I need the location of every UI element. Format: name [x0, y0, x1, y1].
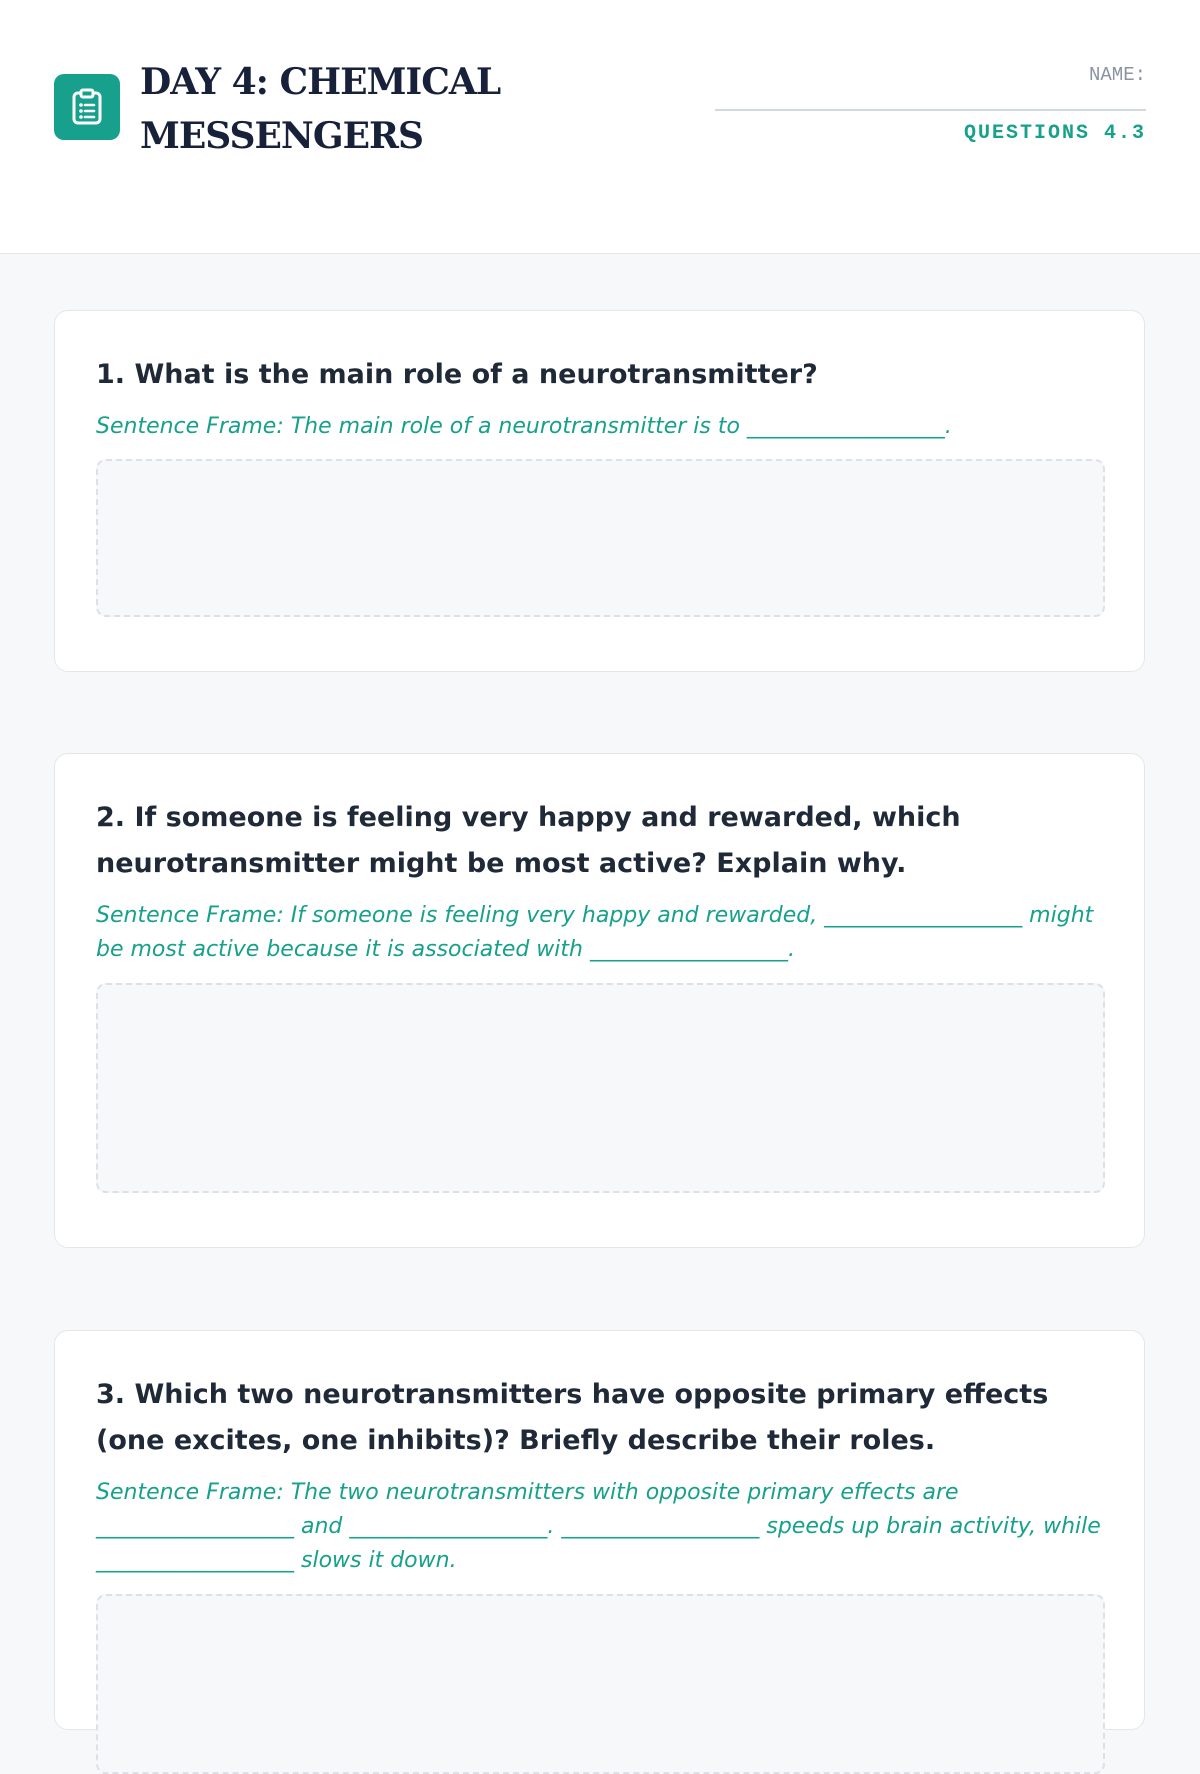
sentence-frame: Sentence Frame: The main role of a neurotransmitter is to __________________. [96, 414, 952, 439]
worksheet-header [0, 0, 1200, 254]
question-set-code: QUESTIONS 4.3 [963, 122, 1146, 145]
name-label: NAME: [1088, 64, 1146, 86]
answer-box[interactable] [96, 459, 1105, 617]
sentence-frame: Sentence Frame: If someone is feeling very happy and rewarded, __________________ might be most active because it is associated with __________________. [96, 903, 1094, 962]
answer-box[interactable] [96, 983, 1105, 1193]
page-title: DAY 4: CHEMICAL MESSENGERS [140, 61, 501, 157]
question-text: 1. What is the main role of a neurotransmitter? [96, 359, 818, 390]
sentence-frame: Sentence Frame: The two neurotransmitters with opposite primary effects are __________________ and __________________. __________________ speeds up brain activity, while __________________ slows it down. [96, 1480, 1101, 1573]
clipboard-list-icon [54, 74, 120, 140]
question-card-2 [54, 753, 1145, 1248]
name-field[interactable] [715, 109, 1146, 111]
answer-box[interactable] [96, 1594, 1105, 1774]
question-text: 2. If someone is feeling very happy and rewarded, which neurotransmitter might be most active? Explain why. [96, 802, 961, 879]
question-text: 3. Which two neurotransmitters have opposite primary effects (one excites, one inhibits)? Briefly describe their roles. [96, 1379, 1049, 1456]
question-card-3 [54, 1330, 1145, 1730]
question-card-1 [54, 310, 1145, 672]
